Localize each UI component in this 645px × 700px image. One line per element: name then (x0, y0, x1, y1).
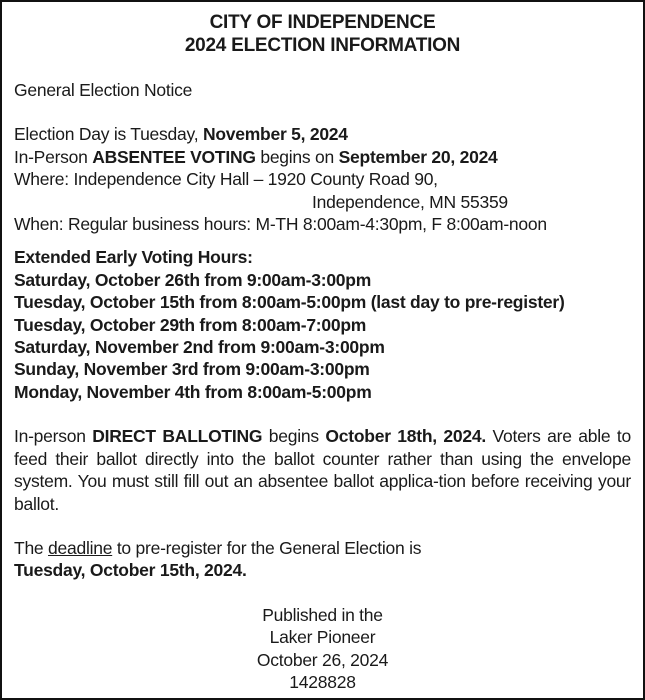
extended-heading: Extended Early Voting Hours: (14, 247, 253, 268)
election-info (14, 123, 631, 235)
title-line-2: 2024 ELECTION INFORMATION (184, 35, 461, 56)
text: In-person (14, 426, 93, 447)
when-line: When: Regular business hours: M-TH 8:00am-4:30pm, F 8:00am-noon (14, 214, 547, 235)
direct-date: October 18th, 2024. (325, 426, 486, 447)
hours-item: Sunday, November 3rd from 9:00am-3:00pm (14, 359, 370, 380)
hours-item: Saturday, October 26th from 9:00am-3:00pm (14, 269, 372, 290)
text: begins (262, 426, 326, 447)
text: ABSENTEE VOTING (92, 146, 256, 167)
deadline-paragraph (14, 537, 631, 582)
text: Election Day is Tuesday, (14, 124, 203, 145)
newspaper-name: Laker Pioneer (269, 627, 376, 648)
title-line-1: CITY OF INDEPENDENCE (209, 12, 436, 33)
text: Voters are able to feed their ballot directly into the ballot counter rather than using the envelope system. You must still fill out an absentee ballot applica-tion before receiving your ballot. (14, 426, 631, 514)
absentee-line (14, 146, 631, 168)
deadline-date: Tuesday, October 15th, 2024. (14, 560, 247, 581)
publication-date: October 26, 2024 (256, 649, 389, 670)
where-line: Where: Independence City Hall – 1920 County Road 90, (14, 169, 438, 190)
extended-hours (14, 246, 631, 403)
hours-item: Monday, November 4th from 8:00am-5:00pm (14, 381, 372, 402)
notice-subtitle: General Election Notice (14, 80, 193, 100)
deadline-link: deadline (48, 537, 113, 558)
text: In-Person (14, 146, 93, 167)
notice-title (2, 11, 643, 57)
text: Published in the (262, 604, 383, 625)
text: to pre-register for the General Election is (112, 537, 422, 558)
text: begins on (255, 146, 339, 167)
hours-item: Tuesday, October 15th from 8:00am-5:00pm (last day to pre-register) (14, 292, 565, 313)
notice-id: 1428828 (289, 671, 356, 692)
text: DIRECT BALLOTING (92, 426, 263, 447)
hours-item: Saturday, November 2nd from 9:00am-3:00pm (14, 337, 385, 358)
election-day-line (14, 123, 631, 145)
text: The (14, 537, 49, 558)
publication-info (14, 604, 631, 694)
election-date: November 5, 2024 (202, 124, 348, 145)
absentee-date: September 20, 2024 (338, 146, 498, 167)
direct-balloting-paragraph (14, 425, 631, 515)
hours-item: Tuesday, October 29th from 8:00am-7:00pm (14, 314, 367, 335)
where-line-2: Independence, MN 55359 (312, 191, 508, 212)
